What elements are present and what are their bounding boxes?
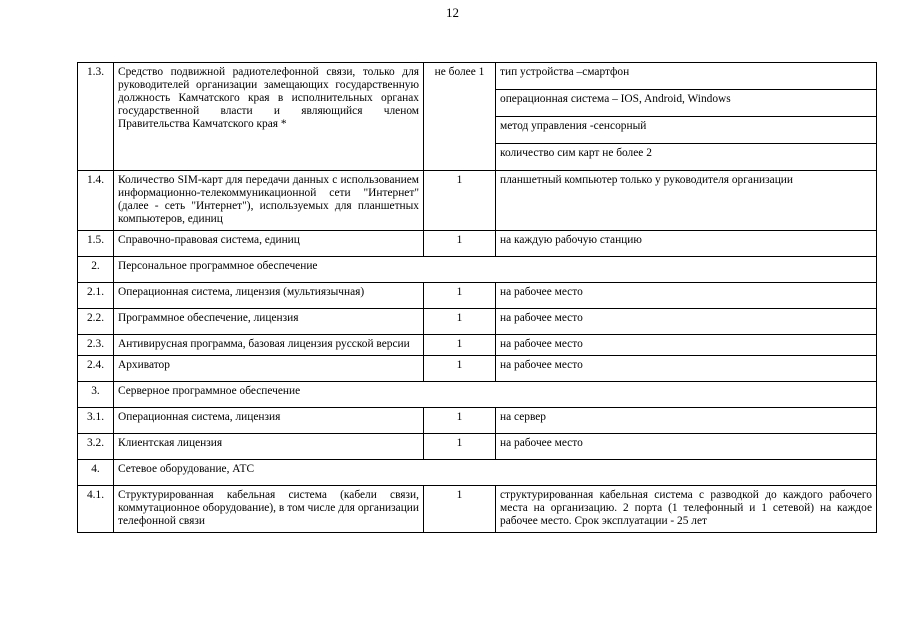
table-row (78, 283, 877, 309)
row-number: 3.1. (78, 408, 114, 434)
item-note: на рабочее место (496, 335, 877, 356)
row-number: 1.4. (78, 171, 114, 231)
item-note: на рабочее место (496, 434, 877, 460)
section-row (78, 257, 877, 283)
section-row (78, 460, 877, 486)
item-quantity: 1 (424, 335, 496, 356)
item-name: Средство подвижной радиотелефонной связи, только для руководителей организации замещающих государственную должность Камчатского края в исполнительных органах государственной власти и являющийся членом Правительства Камчатского края * (114, 63, 424, 171)
section-row (78, 382, 877, 408)
table-row (78, 434, 877, 460)
section-title: Серверное программное обеспечение (114, 382, 877, 408)
item-name: Операционная система, лицензия (114, 408, 424, 434)
row-number: 2.4. (78, 356, 114, 382)
item-note: на рабочее место (496, 356, 877, 382)
item-name: Количество SIM-карт для передачи данных с использованием информационно-телекоммуникационной сети "Интернет" (далее - сеть "Интернет"), используемых для планшетных компьютеров, единиц (114, 171, 424, 231)
row-number: 3.2. (78, 434, 114, 460)
item-quantity: 1 (424, 231, 496, 257)
item-quantity: 1 (424, 283, 496, 309)
section-number: 4. (78, 460, 114, 486)
item-name: Справочно-правовая система, единиц (114, 231, 424, 257)
page-number: 12 (446, 5, 459, 20)
row-number: 2.3. (78, 335, 114, 356)
item-note: операционная система – IOS, Android, Windows (496, 90, 877, 117)
item-name: Антивирусная программа, базовая лицензия русской версии (114, 335, 424, 356)
item-note: на каждую рабочую станцию (496, 231, 877, 257)
row-number: 1.5. (78, 231, 114, 257)
table-row (78, 356, 877, 382)
section-title: Сетевое оборудование, АТС (114, 460, 877, 486)
section-title: Персональное программное обеспечение (114, 257, 877, 283)
item-note: количество сим карт не более 2 (496, 144, 877, 171)
section-number: 2. (78, 257, 114, 283)
item-quantity: 1 (424, 171, 496, 231)
item-quantity: не более 1 (424, 63, 496, 171)
item-quantity: 1 (424, 408, 496, 434)
table-row (78, 408, 877, 434)
item-note: на рабочее место (496, 283, 877, 309)
item-quantity: 1 (424, 356, 496, 382)
item-note: тип устройства –смартфон (496, 63, 877, 90)
item-name: Структурированная кабельная система (кабели связи, коммутационное оборудование), в том числе для организации телефонной связи (114, 486, 424, 533)
item-note: на сервер (496, 408, 877, 434)
row-number: 4.1. (78, 486, 114, 533)
table-row (78, 309, 877, 335)
row-number: 1.3. (78, 63, 114, 171)
item-quantity: 1 (424, 434, 496, 460)
section-number: 3. (78, 382, 114, 408)
item-quantity: 1 (424, 309, 496, 335)
item-note: планшетный компьютер только у руководителя организации (496, 171, 877, 231)
row-number: 2.2. (78, 309, 114, 335)
table-row (78, 231, 877, 257)
item-name: Операционная система, лицензия (мультиязычная) (114, 283, 424, 309)
item-name: Клиентская лицензия (114, 434, 424, 460)
item-name: Программное обеспечение, лицензия (114, 309, 424, 335)
specification-table (77, 62, 877, 533)
item-note: метод управления -сенсорный (496, 117, 877, 144)
item-note: структурированная кабельная система с разводкой до каждого рабочего места на организацию. 2 порта (1 телефонный и 1 сетевой) на каждое рабочее место. Срок эксплуатации - 25 лет (496, 486, 877, 533)
item-name: Архиватор (114, 356, 424, 382)
item-note: на рабочее место (496, 309, 877, 335)
table-row (78, 335, 877, 356)
row-number: 2.1. (78, 283, 114, 309)
item-quantity: 1 (424, 486, 496, 533)
table-row (78, 171, 877, 231)
table-row (78, 486, 877, 533)
